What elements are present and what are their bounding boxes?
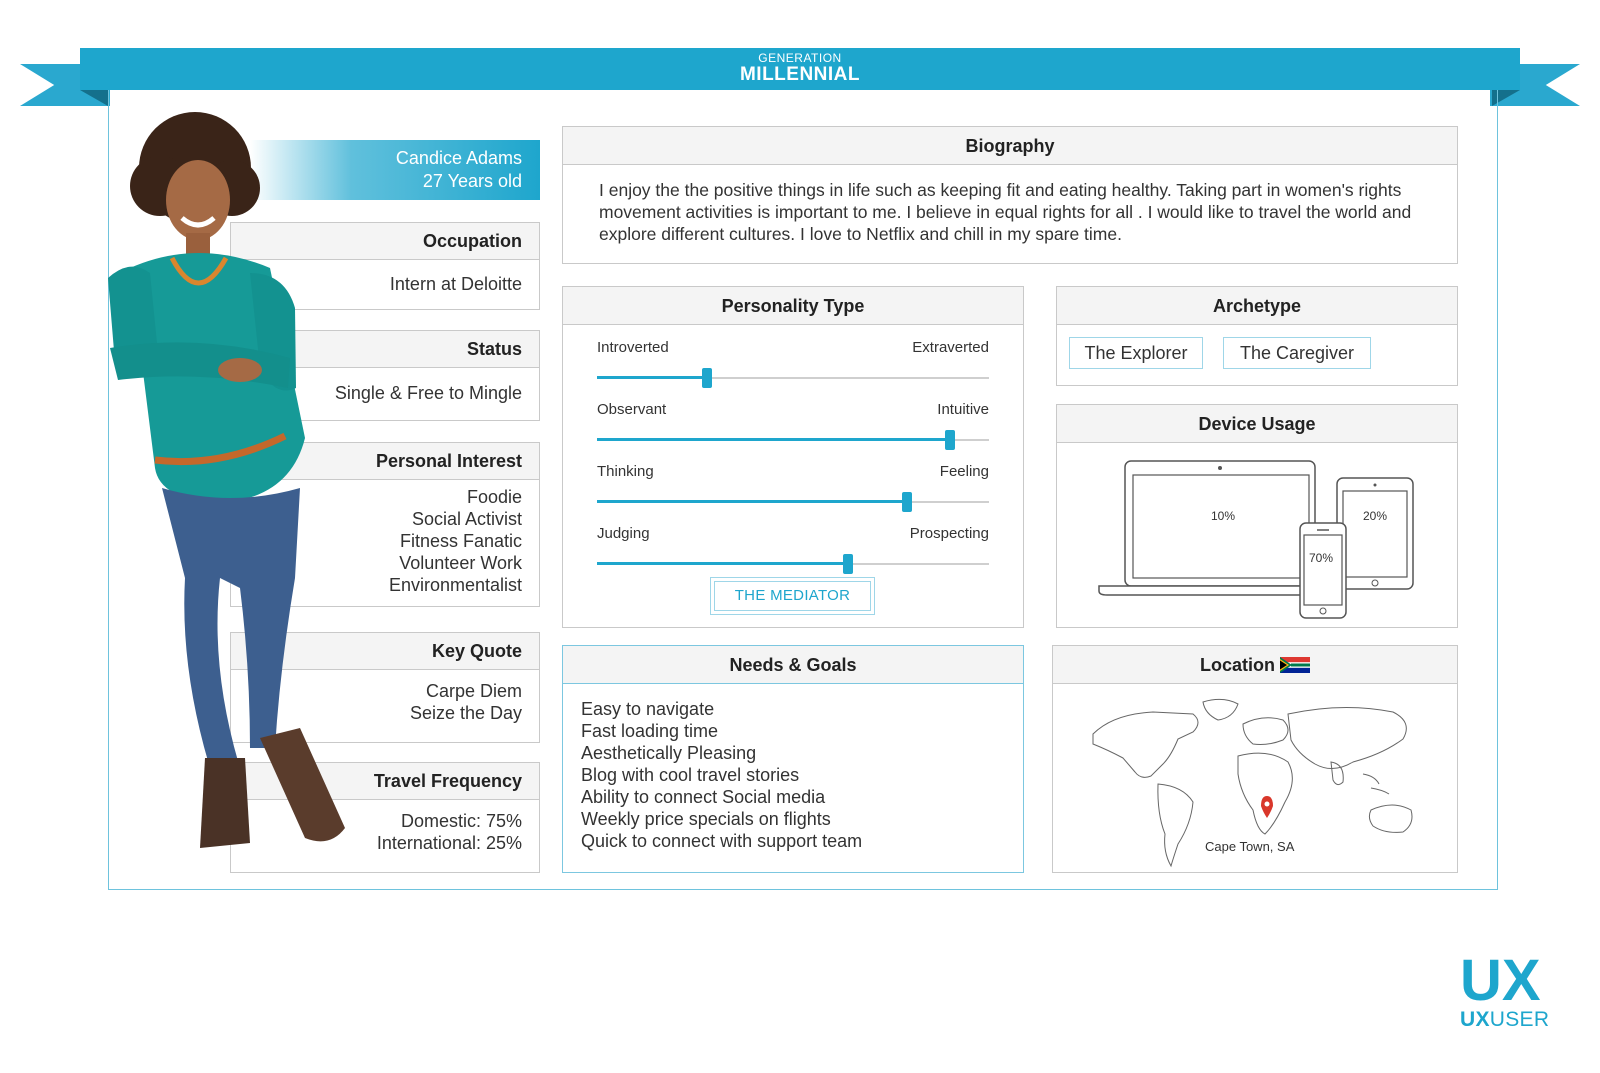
biography-text: I enjoy the the positive things in life such as keeping fit and eating healthy. Taking part in women's rights movement activities is important to me. I believe in equal rights for all . I would like to travel the world and explore different cultures. I love to Netflix and chill in my spare time. xyxy=(599,180,1412,244)
personality-result-label: THE MEDIATOR xyxy=(714,581,871,611)
ux-logo-mark xyxy=(1460,950,1560,1006)
personality-panel xyxy=(562,286,1024,628)
header-ribbon xyxy=(80,48,1520,90)
list-item: Quick to connect with support team xyxy=(581,831,863,851)
device-panel xyxy=(1056,404,1458,628)
wordmark-bold: UX xyxy=(1460,1008,1490,1031)
slider-fill xyxy=(597,376,707,379)
biography-title: Biography xyxy=(563,127,1457,165)
slider-left-label: Introverted xyxy=(597,339,669,356)
quote-line: Carpe Diem xyxy=(425,681,522,701)
device-tablet-pct: 20% xyxy=(1363,509,1388,523)
uxuser-logo xyxy=(1460,950,1570,1030)
south-africa-flag-icon xyxy=(1280,657,1310,673)
archetype-panel xyxy=(1056,286,1458,386)
slider-judging-prospecting xyxy=(597,525,989,547)
header-title: MILLENNIAL xyxy=(739,64,861,85)
persona-name: Candice Adams xyxy=(395,148,522,168)
archetype-tag-explorer: The Explorer xyxy=(1069,337,1203,369)
status-value: Single & Free to Mingle xyxy=(334,383,522,403)
list-item: Fitness Fanatic xyxy=(399,531,522,551)
ux-logo-mark-text: UX xyxy=(1460,950,1541,1006)
list-item: Environmentalist xyxy=(388,575,522,595)
needs-title: Needs & Goals xyxy=(563,646,1023,684)
needs-panel xyxy=(562,645,1024,873)
list-item: Aesthetically Pleasing xyxy=(581,743,757,763)
slider-knob xyxy=(843,554,853,574)
quote-line: Seize the Day xyxy=(409,703,522,723)
quote-title: Key Quote xyxy=(231,633,539,670)
slider-knob xyxy=(902,492,912,512)
status-title: Status xyxy=(231,331,539,368)
occupation-title: Occupation xyxy=(231,223,539,260)
device-phone-pct: 70% xyxy=(1309,551,1334,565)
personality-title: Personality Type xyxy=(563,287,1023,325)
persona-age: 27 Years old xyxy=(422,171,522,191)
archetype-tag-caregiver: The Caregiver xyxy=(1223,337,1371,369)
list-item: Fast loading time xyxy=(581,721,719,741)
location-header xyxy=(1053,646,1457,684)
slider-left-label: Observant xyxy=(597,401,667,418)
device-illustration xyxy=(1057,443,1457,627)
biography-panel xyxy=(562,126,1458,264)
list-item: Easy to navigate xyxy=(581,699,715,719)
location-city: Cape Town, SA xyxy=(1205,839,1295,854)
slider-thinking-feeling xyxy=(597,463,989,485)
personality-result xyxy=(710,577,875,615)
slider-right-label: Extraverted xyxy=(912,339,989,356)
travel-title: Travel Frequency xyxy=(231,763,539,800)
list-item: Blog with cool travel stories xyxy=(581,765,800,785)
slider-knob xyxy=(945,430,955,450)
list-item: Foodie xyxy=(466,487,522,507)
list-item: Social Activist xyxy=(411,509,522,529)
slider-left-label: Judging xyxy=(597,525,650,542)
list-item: Volunteer Work xyxy=(399,553,522,573)
slider-fill xyxy=(597,438,950,441)
slider-fill xyxy=(597,500,907,503)
device-laptop-pct: 10% xyxy=(1211,509,1236,523)
interest-title: Personal Interest xyxy=(231,443,539,480)
list-item: Ability to connect Social media xyxy=(581,787,826,807)
persona-photo xyxy=(100,108,360,888)
occupation-value: Intern at Deloitte xyxy=(389,274,522,294)
travel-international: International: 25% xyxy=(376,833,522,853)
slider-left-label: Thinking xyxy=(597,463,654,480)
slider-right-label: Feeling xyxy=(939,463,989,480)
header-subtitle: GENERATION xyxy=(758,51,842,65)
archetype-title: Archetype xyxy=(1057,287,1457,325)
slider-knob xyxy=(702,368,712,388)
device-title: Device Usage xyxy=(1057,405,1457,443)
slider-right-label: Prospecting xyxy=(909,525,989,542)
uxuser-wordmark xyxy=(1460,1008,1549,1032)
travel-domestic: Domestic: 75% xyxy=(400,811,522,831)
location-title: Location xyxy=(1199,655,1275,675)
slider-introverted-extraverted xyxy=(597,339,989,361)
slider-fill xyxy=(597,562,848,565)
wordmark-thin: USER xyxy=(1489,1008,1550,1031)
needs-list xyxy=(563,684,1023,852)
location-panel xyxy=(1052,645,1458,873)
slider-observant-intuitive xyxy=(597,401,989,423)
list-item: Weekly price specials on flights xyxy=(581,809,831,829)
slider-right-label: Intuitive xyxy=(937,401,989,418)
